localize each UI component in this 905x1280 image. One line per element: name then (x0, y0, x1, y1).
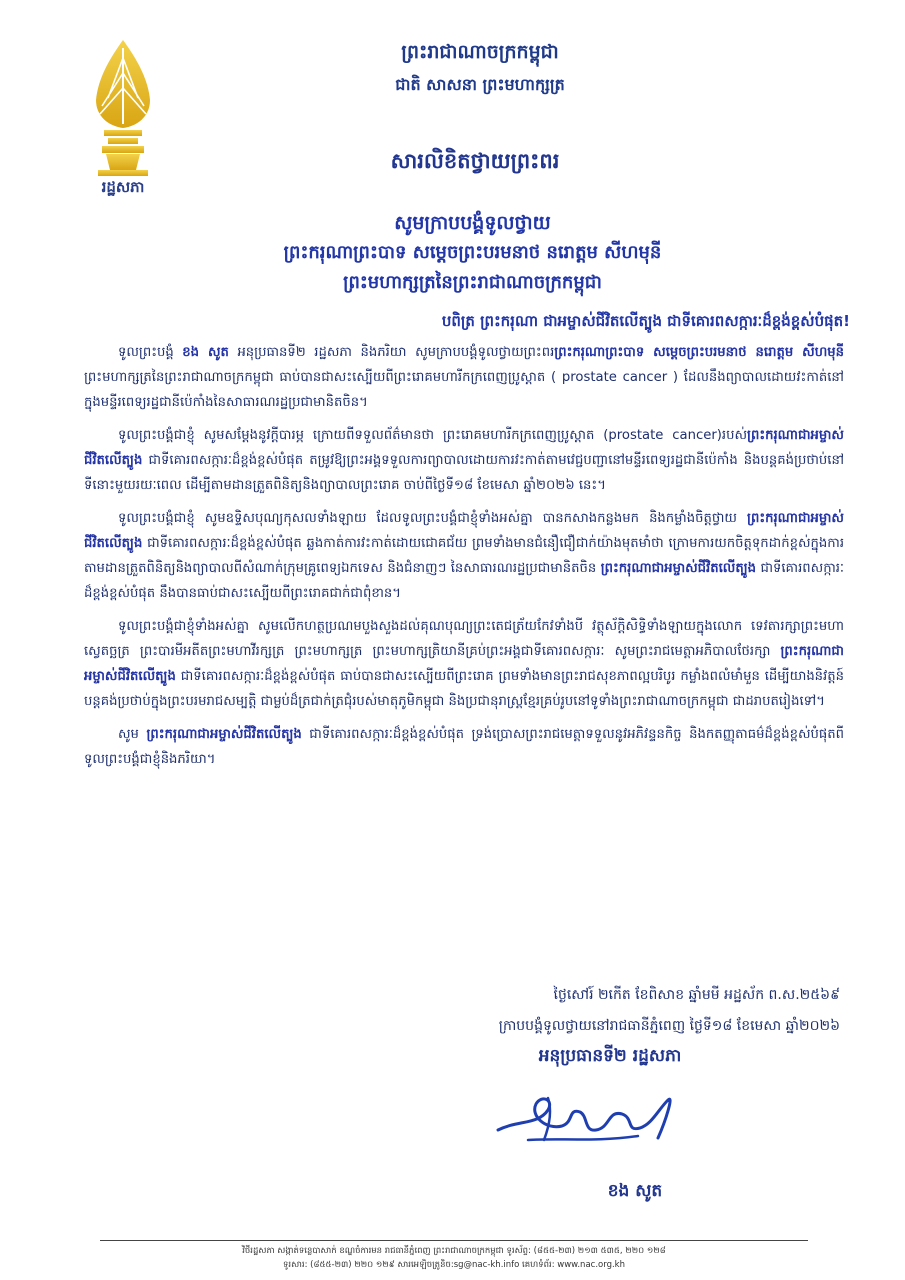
paragraph-5 (84, 722, 844, 772)
p1-text-a: ទូលព្រះបង្គំ (118, 345, 183, 360)
national-assembly-emblem (78, 38, 168, 198)
footer-divider (100, 1240, 808, 1241)
p4-king-epithet: ព្រះករុណាជាអម្ចាស់ជីវិតលើត្បូង (84, 644, 844, 684)
recipient-block (100, 208, 845, 298)
salutation: បពិត្រ ព្រះករុណា ជាអម្ចាស់ជីវិតលើត្បូង ជាទីគោរពសក្ការៈដ៏ខ្ពង់ខ្ពស់បំផុត! (441, 312, 850, 330)
p2-king-epithet: ព្រះករុណាជាអម្ចាស់ជីវិតលើត្បូង (84, 428, 844, 468)
paragraph-1 (84, 340, 844, 415)
kingdom-heading: ព្រះរាជាណាចក្រកម្ពុជា (401, 41, 559, 63)
p3-text-c: ជាទីគោរពសក្ការៈដ៏ខ្ពង់ខ្ពស់បំផុត ឆ្លងកាត់ការវះកាត់ដោយជោគជ័យ ព្រមទាំងមានជំនឿជឿជាក់យ៉ាងមុតមាំថា ក្រោមការយកចិត្តទុកដាក់ខ្ពស់ក្នុងការតាមដានត្រួតពិនិត្យនិងព្យាបាលពីសំណាក់ក្រុមគ្រូពេទ្យឯកទេស និងជំនាញៗ នៃសាធារណរដ្ឋប្រជាមានិតចិន (84, 536, 844, 576)
signer-name: ខង សូត (607, 1181, 663, 1201)
recipient-line-1: សូមក្រាបបង្គំទូលថ្វាយ (394, 212, 551, 234)
paragraph-2 (84, 423, 844, 498)
p5-text-a: សូម (118, 727, 147, 742)
p5-king-epithet: ព្រះករុណាជាអម្ចាស់ជីវិតលើត្បូង (146, 727, 302, 742)
p5-text-c: ជាទីគោរពសក្ការៈដ៏ខ្ពង់ខ្ពស់បំផុត ទ្រង់ប្រោសព្រះរាជមេត្តាទទួលនូវអភិវន្ទនកិច្ច និងកតញ្ញុតាធម៌ដ៏ខ្ពង់ខ្ពស់បំផុតពីទូលព្រះបង្គំជាខ្ញុំនិងភរិយា។ (84, 727, 844, 767)
solar-date-place: ក្រាបបង្គំទូលថ្វាយនៅរាជធានីភ្នំពេញ ថ្ងៃទី១៨ ខែមេសា ឆ្នាំ២០២៦ (498, 1018, 840, 1034)
handwritten-signature (488, 1080, 688, 1160)
document-title: សារលិខិតថ្វាយព្រះពរ (390, 149, 560, 173)
p3-text-a: ទូលព្រះបង្គំជាខ្ញុំ សូមឧទ្ទិសបុណ្យកុសលទាំងឡាយ ដែលទូលព្រះបង្គំជាខ្ញុំទាំងអស់គ្នា បានកសាងកន្លងមក និងកម្លាំងចិត្តថ្វាយ (118, 511, 748, 526)
p3-text-e: ជាទីគោរពសក្ការៈដ៏ខ្ពង់ខ្ពស់បំផុត នឹងបានធាប់ជាសះស្បើយពីព្រះរោគជាក់ជាពុំខាន។ (84, 561, 844, 601)
paragraph-3 (84, 506, 844, 606)
p4-text-c: ជាទីគោរពសក្ការៈដ៏ខ្ពង់ខ្ពស់បំផុត ធាប់បានជាសះស្បើយពីព្រះរោគ ព្រមទាំងមានព្រះរាជសុខភាពល្អបរិបូរ កម្លាំងពលំមាំមួន ដើម្បីយាងនិវត្តន៍បន្តគង់ប្រថាប់ក្នុងព្រះបរមរាជសម្បត្តិ ជាម្លប់ដ៏ត្រជាក់ត្រជុំរបស់មាតុភូមិកម្ពុជា និងប្រជានុរាស្ត្រខ្មែរគ្រប់រូបនៅទូទាំងព្រះរាជាណាចក្រកម្ពុជា ជាដរាបតរៀងទៅ។ (84, 669, 844, 709)
letter-body (84, 340, 844, 780)
emblem-label: រដ្ឋសភា (101, 178, 145, 196)
p3-king-epithet-1: ព្រះករុណាជាអម្ចាស់ជីវិតលើត្បូង (84, 511, 844, 551)
p1-king-title: ព្រះករុណាព្រះបាទ សម្តេចព្រះបរមនាថ នរោត្តម សីហមុនី (554, 345, 844, 360)
p1-sender-name: ខង សូត (182, 345, 229, 360)
footer-address: វិថីរដ្ឋសភា សង្កាត់ទន្លេបាសាក់ ខណ្ឌចំការមន រាជធានីភ្នំពេញ ព្រះរាជាណាចក្រកម្ពុជា ទូរស័ព្ទ: (៨៥៥-២៣) ២១៣ ៥៣៥, ២២០ ១២៨ (242, 1246, 666, 1256)
emblem-icon (78, 38, 168, 178)
national-motto: ជាតិ សាសនា ព្រះមហាក្សត្រ (395, 75, 565, 94)
signer-title: អនុប្រធានទី២ រដ្ឋសភា (538, 1046, 682, 1066)
recipient-line-3: ព្រះមហាក្សត្រនៃព្រះរាជាណាចក្រកម្ពុជា (343, 272, 602, 293)
paragraph-4 (84, 614, 844, 714)
footer-contact: ទូរសារ: (៨៥៥-២៣) ២២០ ១២៩ សារអេឡិចត្រូនិច:sg@nac-kh.info គេហទំព័រ: www.nac.org.kh (283, 1260, 625, 1270)
p2-text-a: ទូលព្រះបង្គំជាខ្ញុំ សូមសម្តែងនូវក្តីបារម្ភ ក្រោយពីទទួលព័ត៌មានថា ព្រះរោគមហារីកក្រពេញប្រូស្តាត (prostate cancer)របស់ (118, 428, 748, 443)
recipient-line-2: ព្រះករុណាព្រះបាទ សម្តេចព្រះបរមនាថ នរោត្តម សីហមុនី (283, 242, 662, 263)
p1-text-e: ព្រះមហាក្សត្រនៃព្រះរាជាណាចក្រកម្ពុជា ធាប់បានជាសះស្បើយពីព្រះរោគមហារីកក្រពេញប្រូស្តាត ( prostate cancer ) ដែលនឹងព្យាបាលដោយវះកាត់នៅក្នុងមន្ទីរពេទ្យរដ្ឋជានីប៉េកាំងនៃសាធារណរដ្ឋប្រជាមានិតចិន។ (84, 370, 844, 410)
p4-text-a: ទូលព្រះបង្គំជាខ្ញុំទាំងអស់គ្នា សូមលើកហត្ថប្រណមបួងសួងដល់គុណបុណ្យព្រះតេជត្រ័យកែវទាំងបី វត្ថុស័ក្តិសិទ្ធិទាំងឡាយក្នុងលោក ទេវតារក្សាព្រះមហាស្វេតច្ឆត្រ ព្រះបារមីអតីតព្រះមហាវីរក្សត្រ ព្រះមហាក្សត្រ ព្រះមហាក្សត្រិយានីគ្រប់ព្រះអង្គជាទីគោរពសក្ការៈ សូមព្រះរាជមេត្តាអភិបាលថែរក្សា (84, 619, 844, 659)
p1-text-c: អនុប្រធានទី២ រដ្ឋសភា និងភរិយា សូមក្រាបបង្គំទូលថ្វាយព្រះពរ (228, 345, 555, 360)
p3-king-epithet-2: ព្រះករុណាជាអម្ចាស់ជីវិតលើត្បូង (600, 561, 757, 576)
lunar-date: ថ្ងៃសៅរ៍ ២កើត ខែពិសាខ ឆ្នាំមមី អដ្ឋស័ក ព.ស.២៥៦៩ (553, 987, 840, 1003)
p2-text-c: ជាទីគោរពសក្ការៈដ៏ខ្ពង់ខ្ពស់បំផុត តម្រូវឱ្យព្រះអង្គទទួលការព្យាបាលដោយការវះកាត់តាមវេជ្ជបញ្ជានៅមន្ទីរពេទ្យរដ្ឋជានីប៉េកាំង និងបន្តគង់ប្រថាប់នៅទីនោះមួយរយៈពេល ដើម្បីតាមដានត្រួតពិនិត្យនិងព្យាបាលព្រះរោគ ចាប់ពីថ្ងៃទី១៨ ខែមេសា ឆ្នាំ២០២៦ នេះ។ (84, 453, 844, 493)
